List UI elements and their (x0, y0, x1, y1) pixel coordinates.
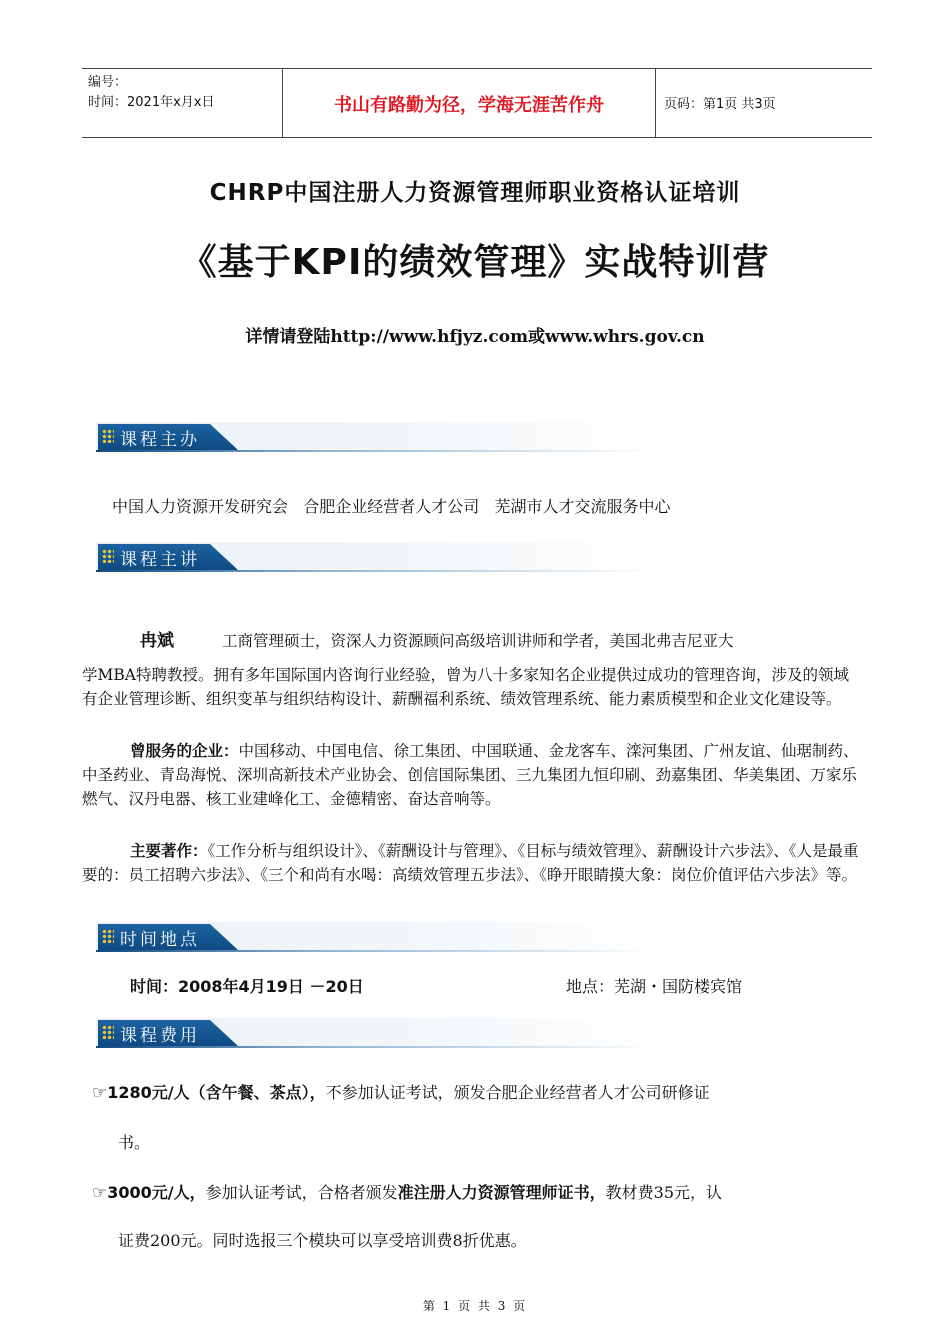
grid-dots-icon (102, 429, 114, 443)
pointing-hand-icon: ☞ (92, 1083, 108, 1103)
lecturer-intro: 学MBA特聘教授。拥有多年国际国内咨询行业经验，曾为八十多家知名企业提供过成功的管理咨询，涉及的领域有企业管理诊断、组织变革与组织结构设计、薪酬福利系统、绩效管理系统、能力素质模型和企业文化建设等。 (82, 666, 849, 708)
title-line-1: CHRP中国注册人力资源管理师职业资格认证培训 (209, 180, 741, 206)
grid-dots-icon (102, 549, 114, 563)
header-page-info: 页码：第1页 共3页 (664, 97, 776, 112)
section-title-time-place: 时间地点 (120, 930, 200, 950)
grid-dots-icon (102, 929, 114, 943)
header-date: 时间：2021年x月x日 (88, 95, 215, 110)
title-line-2: 《基于KPI的绩效管理》实战特训营 (180, 242, 770, 283)
header-meta (88, 73, 278, 113)
section-title-fee: 课程费用 (120, 1026, 200, 1046)
course-place: 地点：芜湖・国防楼宾馆 (566, 977, 743, 996)
fee-text-tail: 教材费35元，认 (605, 1183, 723, 1202)
fee-text: 参加认证考试，合格者颁发 (205, 1183, 398, 1202)
course-time: 时间：2008年4月19日 －20日 (130, 977, 364, 996)
page-footer: 第 1 页 共 3 页 (422, 1299, 528, 1313)
fee-price: 3000元/人， (107, 1183, 206, 1202)
fee-item-2 (92, 1180, 872, 1203)
lecturer-intro-first-line (140, 626, 734, 651)
section-banner-time-place (96, 922, 656, 952)
lecturer-name: 冉斌 (140, 631, 174, 651)
organizers-list: 中国人力资源开发研究会 合肥企业经营者人才公司 芜湖市人才交流服务中心 (112, 497, 671, 516)
header-motto-box (282, 69, 656, 137)
section-title-organizer: 课程主办 (120, 430, 200, 450)
fee-item-1-continuation: 书。 (118, 1133, 151, 1152)
fee-text: 不参加认证考试，颁发合肥企业经营者人才公司研修证 (325, 1083, 710, 1102)
page-header (82, 68, 872, 138)
section-banner-fee (96, 1018, 656, 1048)
section-banner-lecturer (96, 542, 656, 572)
works-label: 主要著作： (130, 842, 208, 860)
pointing-hand-icon: ☞ (92, 1183, 108, 1203)
fee-certificate: 准注册人力资源管理师证书， (397, 1183, 606, 1202)
fee-price: 1280元/人（含午餐、茶点）， (107, 1083, 326, 1102)
works-text: 《工作分析与组织设计》、《薪酬设计与管理》、《目标与绩效管理》、薪酬设计六步法》、《人是最重要的：员工招聘六步法》、《三个和尚有水喝：高绩效管理五步法》、《睁开眼睛摸大象：岗位价值评估六步法》等。 (82, 842, 859, 884)
clients-text: 中国移动、中国电信、徐工集团、中国联通、金龙客车、滦河集团、广州友谊、仙琚制药、中圣药业、青岛海悦、深圳高新技术产业协会、创信国际集团、三九集团九恒印刷、劲嘉集团、华美集团、万家乐燃气、汉丹电器、核工业建峰化工、金德精密、奋达音响等。 (82, 742, 859, 808)
lecturer-works (82, 839, 862, 887)
fee-item-1 (92, 1080, 872, 1103)
clients-label: 曾服务的企业： (130, 742, 239, 760)
fee-item-2-continuation: 证费200元。同时选报三个模块可以享受培训费8折优惠。 (118, 1231, 527, 1250)
header-motto: 书山有路勤为径，学海无涯苦作舟 (334, 95, 604, 116)
lecturer-clients (82, 739, 862, 811)
detail-link-text: 详情请登陆http://www.hfjyz.com或www.whrs.gov.cn (245, 327, 705, 347)
header-number: 编号： (88, 75, 128, 90)
lecturer-intro-first: 工商管理硕士，资深人力资源顾问高级培训讲师和学者，美国北弗吉尼亚大 (222, 632, 734, 650)
section-title-lecturer: 课程主讲 (120, 550, 200, 570)
section-banner-organizer (96, 422, 656, 452)
grid-dots-icon (102, 1025, 114, 1039)
